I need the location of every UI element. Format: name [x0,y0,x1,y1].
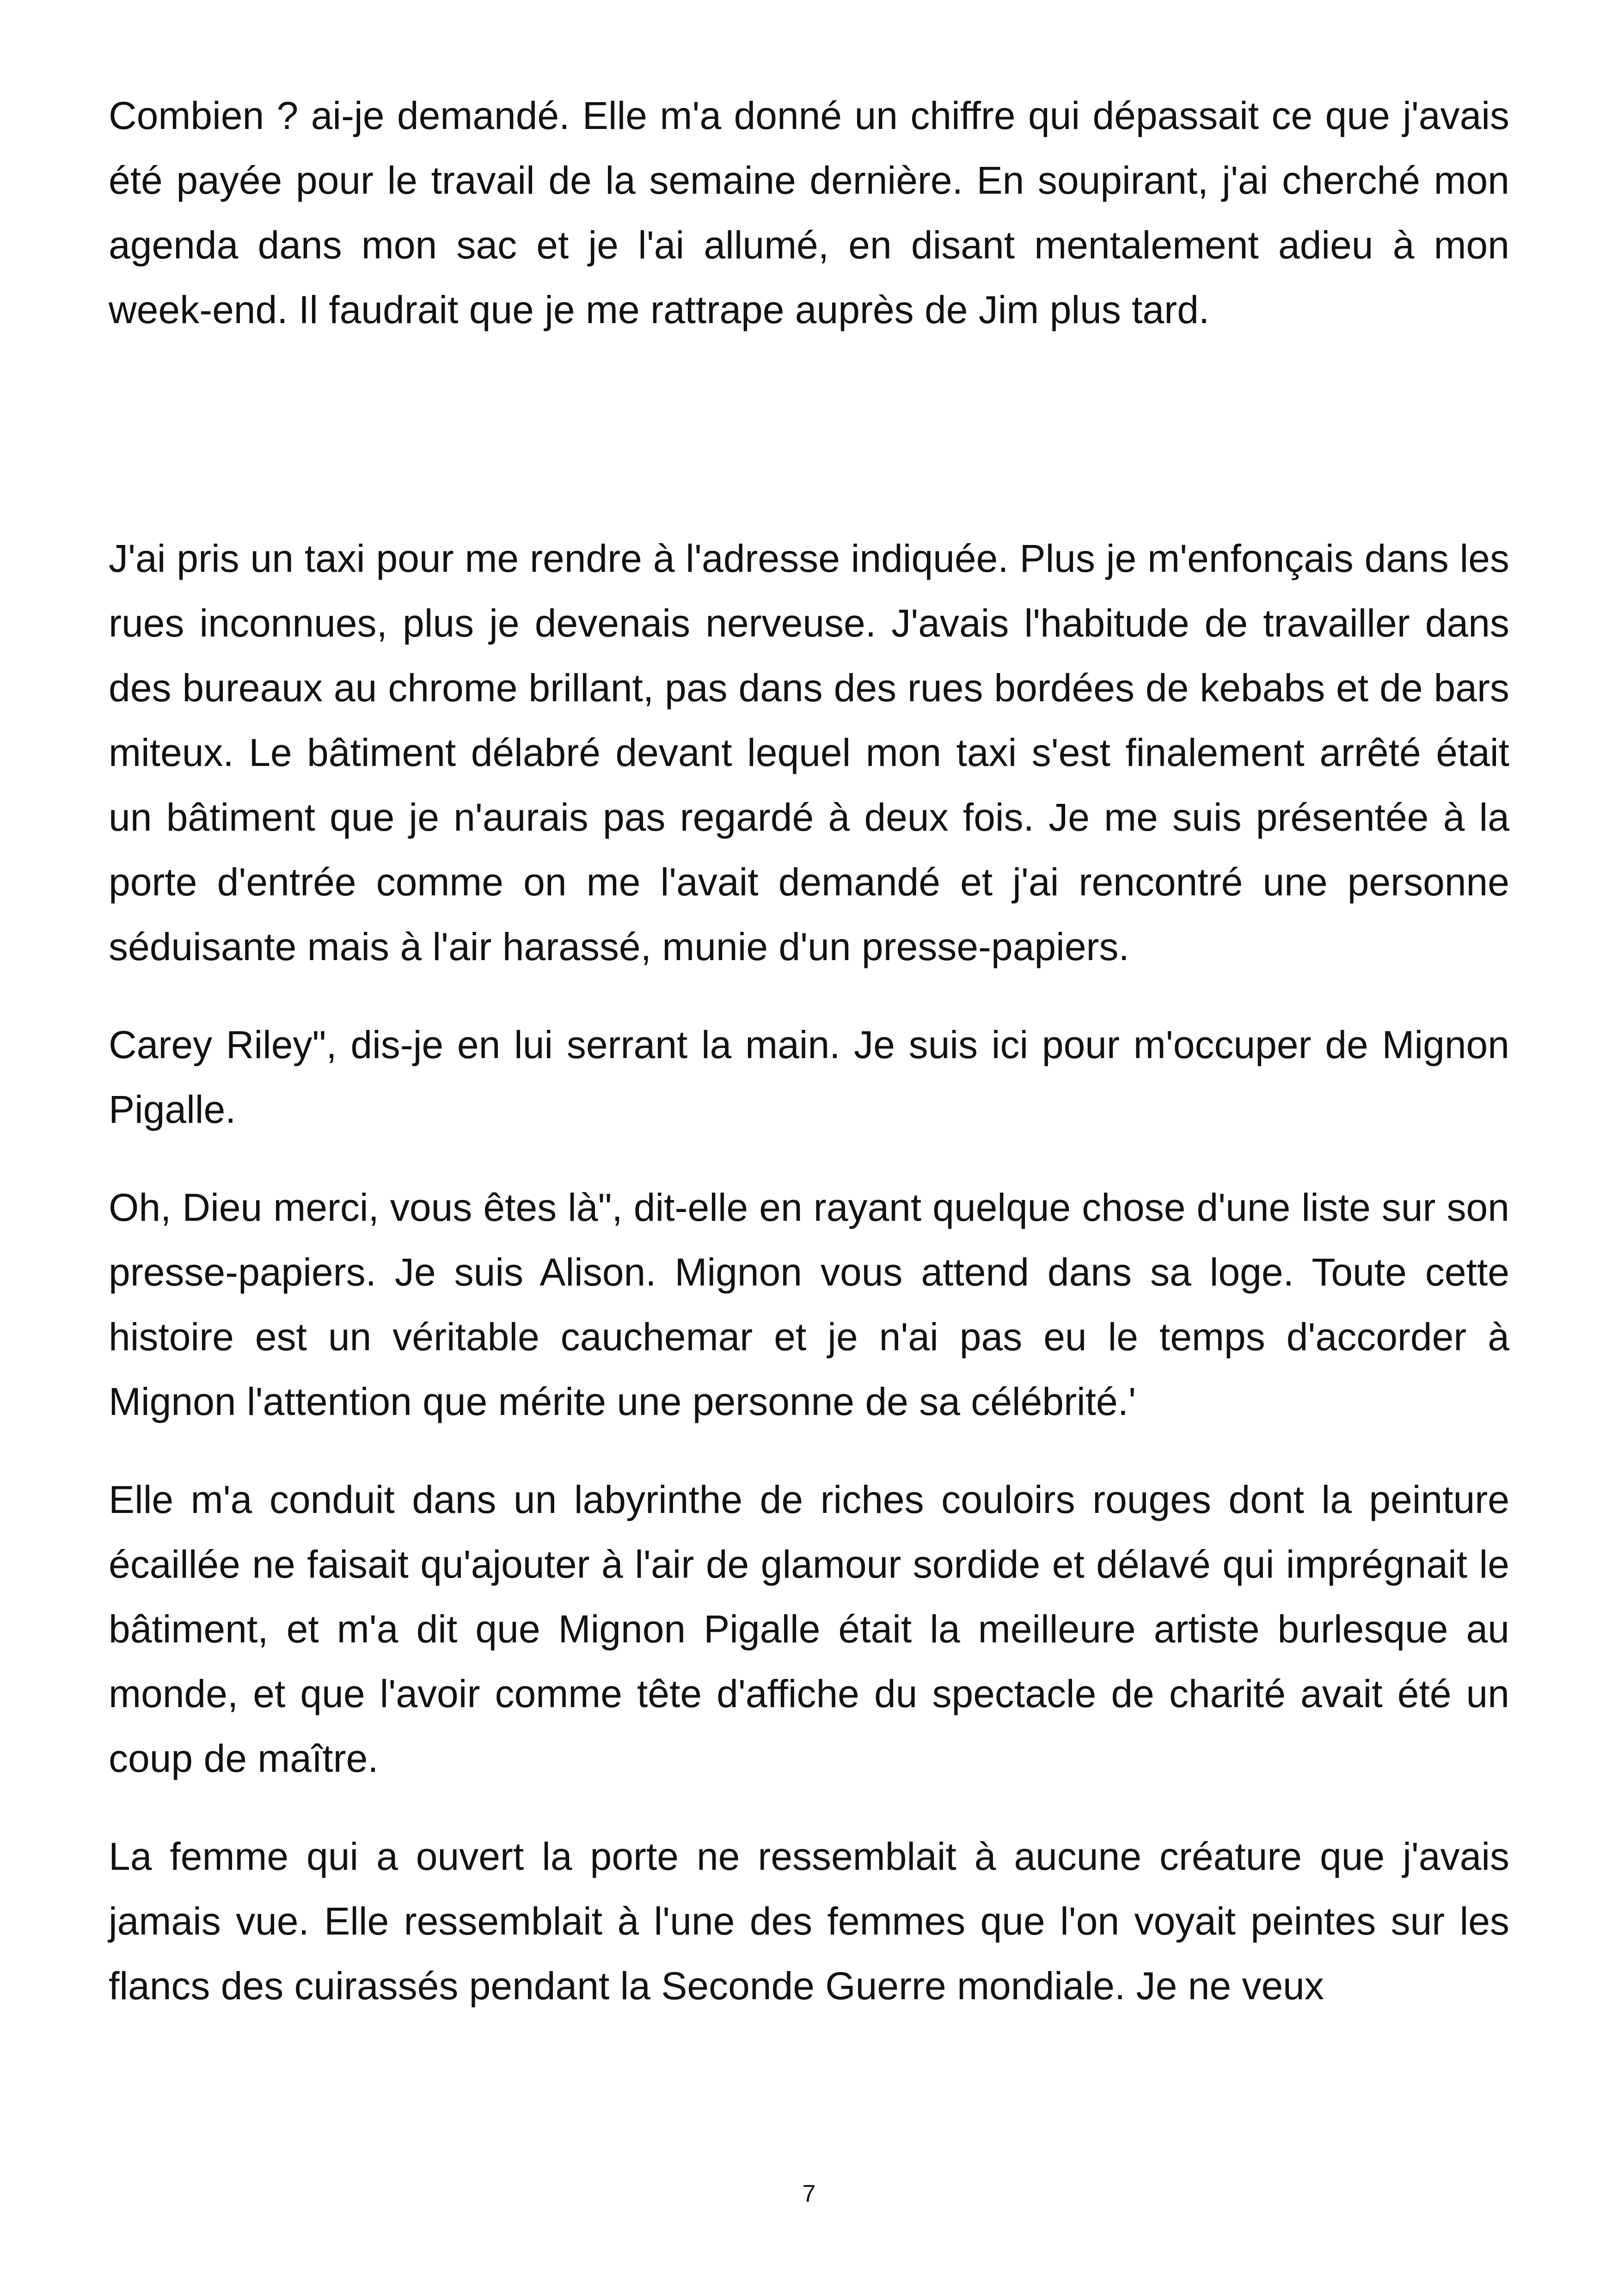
paragraph-carey-riley: Carey Riley", dis-je en lui serrant la main. Je suis ici pour m'occuper de Mignon Pigalle. [109,1023,1509,1131]
paragraph-woman-door: La femme qui a ouvert la porte ne ressemblait à aucune créature que j'avais jamais vue. Elle ressemblait à l'une des femmes que l'on voyait peintes sur les flancs des cuirassés pendant la Seconde Guerre mondiale. Je ne veux [109,1835,1509,2008]
page-number: 7 [802,2180,816,2207]
paragraph-corridors: Elle m'a conduit dans un labyrinthe de riches couloirs rouges dont la peinture écaillée ne faisait qu'ajouter à l'air de glamour sordide et délavé qui imprégnait le bâtiment, et m'a dit que Mignon Pigalle était la meilleure artiste burlesque au monde, et que l'avoir comme tête d'affiche du spectacle de charité avait été un coup de maître. [109,1478,1509,1780]
paragraph-agenda: Combien ? ai-je demandé. Elle m'a donné un chiffre qui dépassait ce que j'avais été payée pour le travail de la semaine dernière. En soupirant, j'ai cherché mon agenda dans mon sac et je l'ai allumé, en disant mentalement adieu à mon week-end. Il faudrait que je me rattrape auprès de Jim plus tard. [109,94,1509,331]
paragraph-alison: Oh, Dieu merci, vous êtes là", dit-elle en rayant quelque chose d'une liste sur son presse-papiers. Je suis Alison. Mignon vous attend dans sa loge. Toute cette histoire est un véritable cauchemar et je n'ai pas eu le temps d'accorder à Mignon l'attention que mérite une personne de sa célébrité.' [109,1186,1509,1423]
document-body [109,83,1509,2018]
paragraph-taxi: J'ai pris un taxi pour me rendre à l'adresse indiquée. Plus je m'enfonçais dans les rues inconnues, plus je devenais nerveuse. J'avais l'habitude de travailler dans des bureaux au chrome brillant, pas dans des rues bordées de kebabs et de bars miteux. Le bâtiment délabré devant lequel mon taxi s'est finalement arrêté était un bâtiment que je n'aurais pas regardé à deux fois. Je me suis présentée à la porte d'entrée comme on me l'avait demandé et j'ai rencontré une personne séduisante mais à l'air harassé, munie d'un presse-papiers. [109,537,1509,968]
